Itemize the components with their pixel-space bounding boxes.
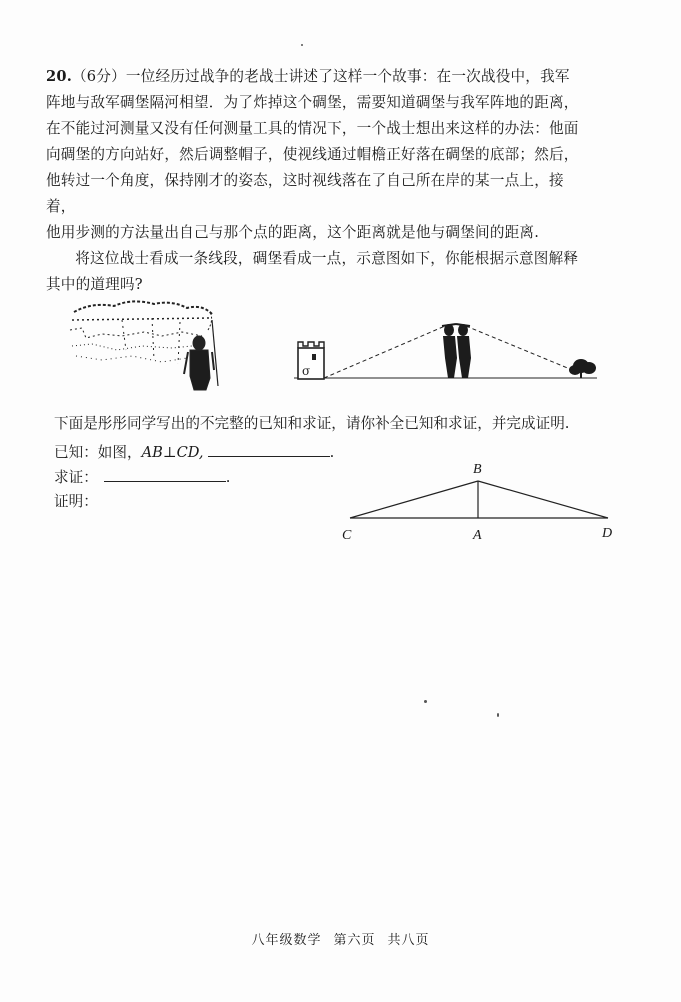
given-math: AB⊥CD, xyxy=(141,444,204,461)
problem-text-line: 阵地与敌军碉堡隔河相望．为了炸掉这个碉堡，需要知道碉堡与我军阵地的距离， xyxy=(46,94,579,111)
page-footer xyxy=(0,929,681,948)
prove-label: 求证： xyxy=(54,469,98,486)
problem-line-1 xyxy=(46,64,586,90)
footer-total: 共八页 xyxy=(387,933,430,948)
problem-question-line: 将这位战士看成一条线段，碉堡看成一点，示意图如下，你能根据示意图解释 xyxy=(75,250,579,267)
sketch-scene xyxy=(70,301,218,390)
given-end: . xyxy=(329,444,335,461)
label-c: C xyxy=(342,528,352,543)
bush-icon xyxy=(569,359,596,378)
given-statement xyxy=(54,440,334,465)
label-d: D xyxy=(602,526,613,541)
schematic-diagram xyxy=(294,324,597,379)
tower-icon xyxy=(298,342,324,379)
problem-text-line: 一位经历过战争的老战士讲述了这样一个故事：在一次战役中，我军 xyxy=(125,68,570,85)
segment-cb xyxy=(350,481,478,518)
given-label: 已知：如图， xyxy=(54,444,142,461)
proof-label: 证明： xyxy=(54,493,98,510)
tower-mark: σ xyxy=(302,364,311,378)
problem-text-line: 向碉堡的方向站好，然后调整帽子，使视线通过帽檐正好落在碉堡的底部；然后， xyxy=(46,146,579,163)
triangle-diagram xyxy=(336,455,626,550)
given-blank[interactable] xyxy=(208,440,330,457)
footer-page: 第六页 xyxy=(333,933,376,948)
question-points: （6分） xyxy=(72,68,126,85)
prove-statement xyxy=(54,465,230,490)
label-b: B xyxy=(473,462,482,477)
question-number: 20. xyxy=(46,68,72,85)
scan-speck xyxy=(497,713,499,717)
footer-grade: 八年级数学 xyxy=(251,933,322,948)
problem-question-line: 其中的道理吗? xyxy=(46,276,143,293)
problem-20 xyxy=(46,64,586,298)
segment-bd xyxy=(478,481,608,518)
instruction-text: 下面是彤彤同学写出的不完整的已知和求证，请你补全已知和求证，并完成证明. xyxy=(54,415,570,432)
label-a: A xyxy=(473,528,482,543)
problem-text-line: 他转过一个角度，保持刚才的姿态，这时视线落在了自己所在岸的某一点上，接着， xyxy=(46,172,564,215)
soldier-figures xyxy=(442,324,471,378)
scan-speck xyxy=(424,700,427,703)
prove-blank[interactable] xyxy=(104,465,226,482)
soldier-illustrations xyxy=(62,290,607,400)
prove-end: . xyxy=(225,469,231,486)
scan-speck xyxy=(301,44,303,46)
problem-text-line: 他用步测的方法量出自己与那个点的距离，这个距离就是他与碉堡间的距离. xyxy=(46,224,540,241)
proof-statement xyxy=(54,490,98,514)
problem-text-line: 在不能过河测量又没有任何测量工具的情况下，一个战士想出来这样的办法：他面 xyxy=(46,120,579,137)
